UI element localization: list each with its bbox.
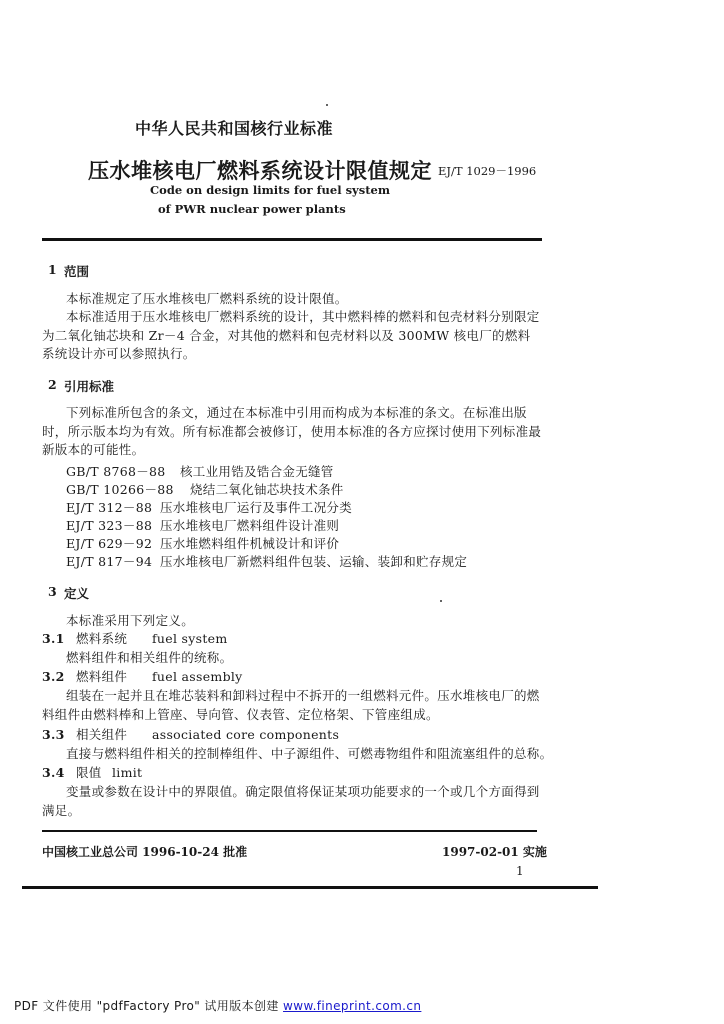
section-2-number: 2 <box>48 377 57 392</box>
reference-code: EJ/T 312－88 <box>66 500 153 515</box>
section-3-title: 定义 <box>64 586 90 601</box>
definition-text: 变量或参数在设计中的界限值。确定限值将保证某项功能要求的一个或几个方面得到满足。 <box>42 784 540 818</box>
reference-code: EJ/T 323－88 <box>66 518 153 533</box>
section-3-intro: 本标准采用下列定义。 <box>66 613 195 628</box>
pdf-watermark <box>14 997 421 1014</box>
standard-category: 中华人民共和国核行业标准 <box>135 119 334 138</box>
section-2-intro: 下列标准所包含的条文，通过在本标准中引用而构成为本标准的条文。在标准出版时，所示版本均为有效。所有标准都会被修订，使用本标准的各方应探讨使用下列标准最新版本的可能性。 <box>42 405 542 457</box>
reference-title: 烧结二氧化铀芯块技术条件 <box>190 482 344 497</box>
reference-code: GB/T 8768－88 <box>66 464 166 479</box>
section-2-title: 引用标准 <box>64 379 115 394</box>
page-number: 1 <box>516 864 524 878</box>
scan-speck <box>440 600 442 602</box>
definition-term-en: limit <box>112 765 143 780</box>
definition-number: 3.2 <box>42 669 65 684</box>
english-title-line2: of PWR nuclear power plants <box>158 202 346 216</box>
document-title: 压水堆核电厂燃料系统设计限值规定 <box>88 158 432 183</box>
definition-text: 燃料组件和相关组件的统称。 <box>66 650 233 665</box>
definition-text: 直接与燃料组件相关的控制棒组件、中子源组件、可燃毒物组件和阻流塞组件的总称。 <box>66 746 553 761</box>
definition-number: 3.3 <box>42 727 65 742</box>
definition-text: 组装在一起并且在堆芯装料和卸料过程中不拆开的一组燃料元件。压水堆核电厂的燃料组件由燃料棒和上管座、导向管、仪表管、定位格架、下管座组成。 <box>42 688 540 722</box>
section-1-number: 1 <box>48 262 57 277</box>
definition-term-en: associated core components <box>152 727 340 742</box>
reference-title: 核工业用锆及锆合金无缝管 <box>180 464 334 479</box>
definition-term-cn: 燃料组件 <box>76 669 128 684</box>
definition-term-cn: 限值 <box>76 765 102 780</box>
reference-code: EJ/T 817－94 <box>66 554 153 569</box>
section-1-title: 范围 <box>64 264 90 279</box>
definition-term-cn: 相关组件 <box>76 727 128 742</box>
definition-term-en: fuel assembly <box>152 669 243 684</box>
standard-code: EJ/T 1029－1996 <box>438 164 537 178</box>
reference-title: 压水堆核电厂燃料组件设计准则 <box>160 518 340 533</box>
footer-rule-bottom <box>22 886 598 889</box>
reference-title: 压水堆燃料组件机械设计和评价 <box>160 536 340 551</box>
definition-number: 3.1 <box>42 631 65 646</box>
english-title-line1: Code on design limits for fuel system <box>150 183 390 197</box>
reference-title: 压水堆核电厂运行及事件工况分类 <box>160 500 353 515</box>
pdf-watermark-text: PDF 文件使用 "pdfFactory Pro" 试用版本创建 <box>14 999 279 1013</box>
header-rule <box>42 238 542 241</box>
section-3-number: 3 <box>48 584 57 599</box>
reference-code: GB/T 10266－88 <box>66 482 174 497</box>
footer-rule-top <box>42 830 537 832</box>
definition-number: 3.4 <box>42 765 65 780</box>
reference-title: 压水堆核电厂新燃料组件包装、运输、装卸和贮存规定 <box>160 554 468 569</box>
section-1-paragraph-1: 本标准规定了压水堆核电厂燃料系统的设计限值。 <box>66 291 348 306</box>
section-1-paragraph-2: 本标准适用于压水堆核电厂燃料系统的设计，其中燃料棒的燃料和包壳材料分别限定为二氧化铀芯块和 Zr－4 合金，对其他的燃料和包壳材料以及 300MW 核电厂的燃料系统设计亦可以参照执行。 <box>42 309 540 361</box>
definition-term-cn: 燃料系统 <box>76 631 128 646</box>
approval-info: 中国核工业总公司 1996-10-24 批准 <box>42 845 248 859</box>
pdf-watermark-link[interactable]: www.fineprint.com.cn <box>283 999 422 1013</box>
scan-speck <box>326 104 328 106</box>
definition-term-en: fuel system <box>152 631 228 646</box>
implementation-date: 1997-02-01 实施 <box>442 845 547 859</box>
reference-code: EJ/T 629－92 <box>66 536 153 551</box>
